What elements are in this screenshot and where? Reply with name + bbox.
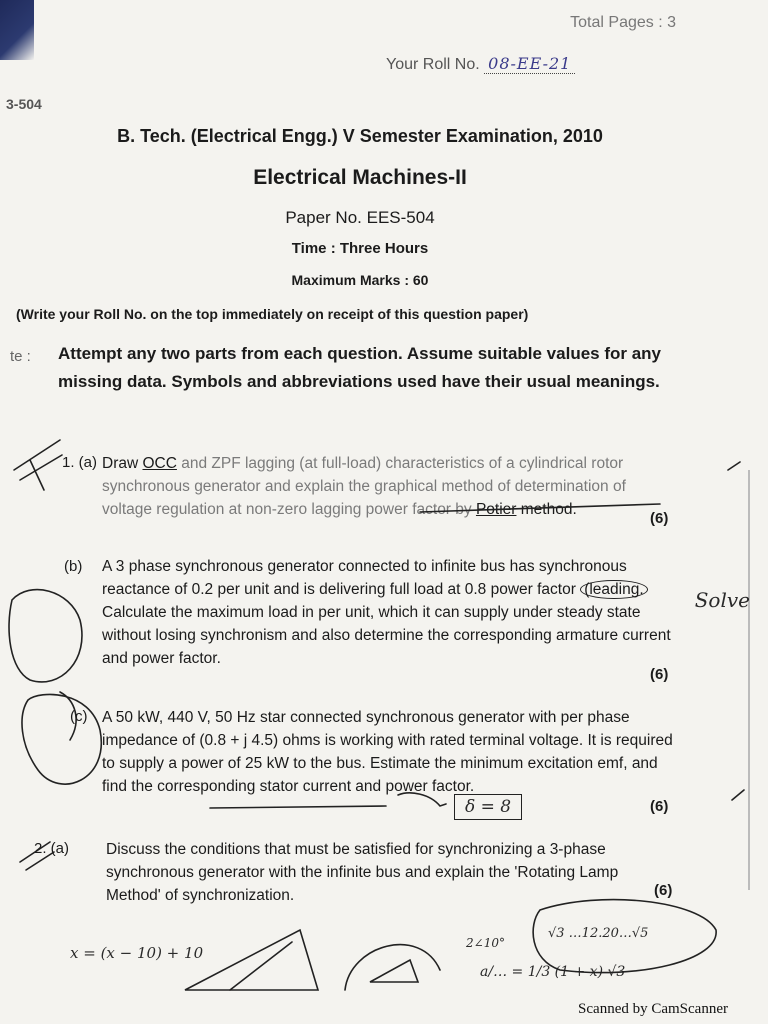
question-1c-tag: (c)	[70, 708, 88, 725]
arrow-to-delta	[398, 793, 446, 806]
underline-regulation	[420, 504, 660, 512]
question-1b-tag: (b)	[64, 558, 83, 575]
question-1a-text: Draw OCC and ZPF lagging (at full-load) characteristics of a cylindrical rotor synchronous generator and explain the graphical method of determination of voltage regulation at non-zero lagging power factor by Potier method.	[102, 455, 626, 518]
question-1c-marks: (6)	[650, 798, 669, 815]
handwritten-fraction: a/… = 1/3 (1 + x) √3	[480, 964, 626, 980]
total-pages: Total Pages : 3	[570, 14, 676, 31]
question-2a-tag: 2. (a)	[34, 840, 70, 857]
handwritten-solve: Solve	[694, 588, 750, 612]
ellipse-note	[533, 900, 716, 973]
camscanner-watermark: Scanned by CamScanner	[578, 1001, 728, 1017]
tick-mark-1a	[14, 440, 62, 490]
exam-title: B. Tech. (Electrical Engg.) V Semester Examination, 2010	[117, 126, 603, 146]
paper-number: Paper No. EES-504	[285, 208, 435, 227]
roll-number-handwritten: 08-EE-21	[484, 54, 575, 74]
tick-mark-2a	[20, 842, 54, 870]
handwritten-root-expression: √3 …12.20…√5	[548, 926, 649, 941]
underline-stator	[210, 806, 386, 808]
phasor-line	[230, 942, 292, 990]
edge-marks	[728, 462, 744, 800]
roll-instruction: (Write your Roll No. on the top immediately on receipt of this question paper)	[16, 306, 529, 322]
subject-title: Electrical Machines-II	[253, 166, 467, 189]
question-1c-text: A 50 kW, 440 V, 50 Hz star connected synchronous generator with per phase impedance of (0.8 + j 4.5) ohms is working with rated terminal voltage. It is required to supply a power of 25 kW to the bus. Estimate the minimum excitation emf, and find the corresponding stator current and power factor.	[102, 709, 673, 795]
margin-circle-c	[22, 694, 101, 784]
question-1a-marks: (6)	[650, 510, 669, 527]
handwritten-angle: 2∠10°	[466, 936, 505, 950]
margin-scribble-b	[9, 590, 82, 682]
phasor-triangle	[185, 930, 318, 990]
time-allowed: Time : Three Hours	[291, 240, 429, 257]
roll-label: Your Roll No.	[386, 56, 480, 73]
question-1b-text: A 3 phase synchronous generator connected to infinite bus has synchronous reactance of 0.2 per unit and is delivering full load at 0.8 power factor (leading. Calculate the maximum load in per unit, which it can supply under steady state without losing synchronism and also determine the corresponding armature current and power factor.	[102, 558, 671, 667]
paper-code: 3-504	[6, 96, 42, 112]
note-text: Attempt any two parts from each question. Assume suitable values for any missing data. Symbols and abbreviations used have their usual meanings.	[58, 344, 662, 391]
question-1a-tag: 1. (a)	[62, 454, 98, 471]
note-label: te :	[10, 348, 31, 365]
sketch-arc	[345, 945, 440, 990]
maximum-marks: Maximum Marks : 60	[291, 272, 429, 288]
handwritten-formula: x = (x − 10) + 10	[70, 944, 204, 962]
question-1b-marks: (6)	[650, 666, 669, 683]
handwritten-delta-box: δ = 8	[454, 794, 522, 820]
question-2a-marks: (6)	[654, 882, 673, 899]
question-2a-text: Discuss the conditions that must be satisfied for synchronizing a 3-phase synchronous generator with the infinite bus and explain the 'Rotating Lamp Method' of synchronization.	[106, 841, 619, 904]
small-triangle	[370, 960, 418, 982]
